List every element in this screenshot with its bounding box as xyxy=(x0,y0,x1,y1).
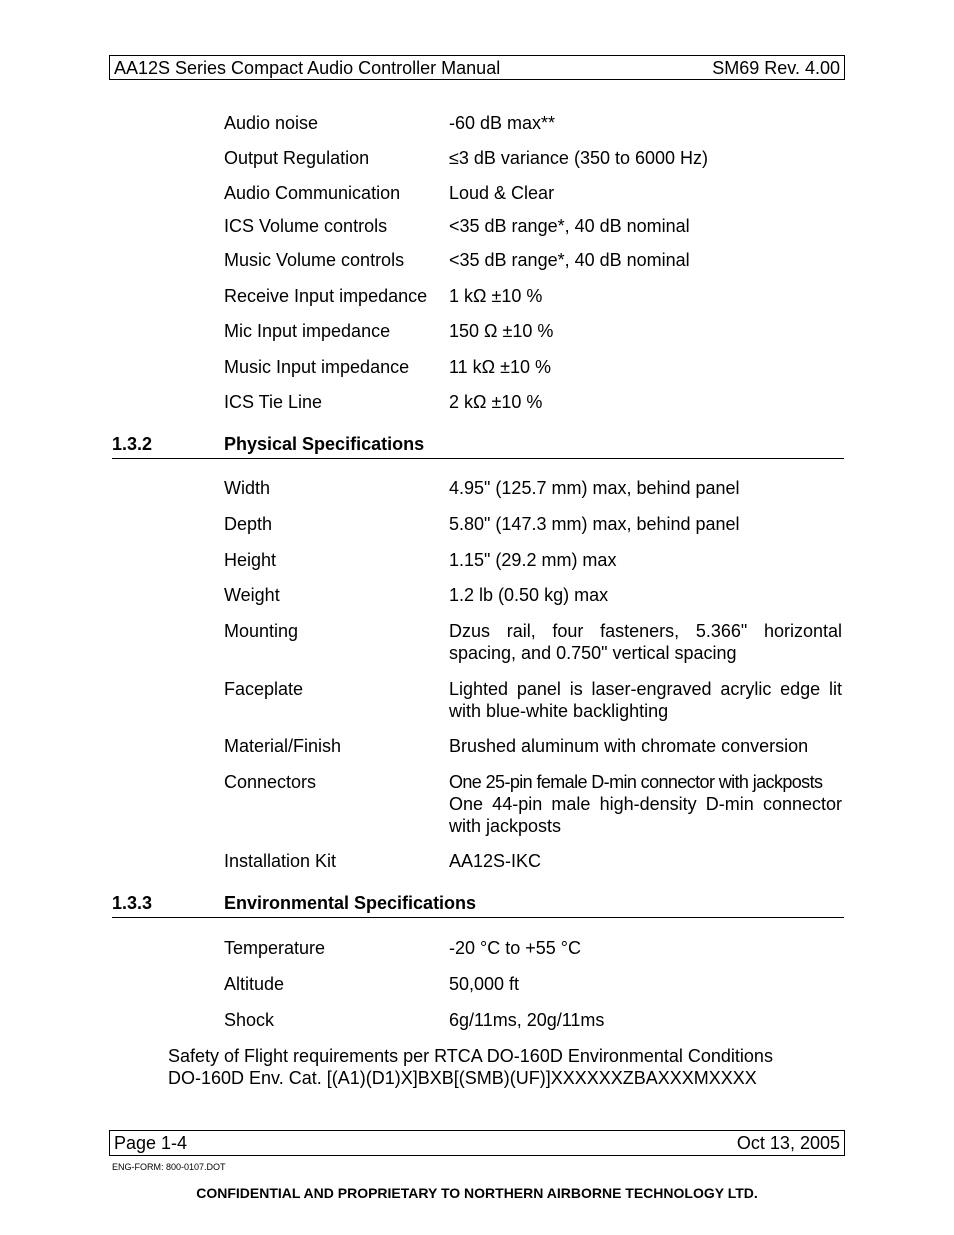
safety-note: Safety of Flight requirements per RTCA DO-160D Environmental Conditions xyxy=(168,1046,773,1066)
spec-value: Lighted panel is laser-engraved acrylic edge lit with blue-white backlighting xyxy=(449,679,842,721)
spec-value: 4.95" (125.7 mm) max, behind panel xyxy=(449,478,740,498)
spec-label: ICS Tie Line xyxy=(224,392,323,412)
spec-label: Faceplate xyxy=(224,679,304,699)
spec-label: Music Input impedance xyxy=(224,357,410,377)
spec-value: 1.2 lb (0.50 kg) max xyxy=(449,585,609,605)
page-footer xyxy=(109,1130,845,1156)
section-title: Physical Specifications xyxy=(224,434,425,454)
spec-value: AA12S-IKC xyxy=(449,851,542,871)
spec-label: Weight xyxy=(224,585,280,605)
spec-value: 150 Ω ±10 % xyxy=(449,321,554,341)
spec-label: Temperature xyxy=(224,938,326,958)
spec-label: Connectors xyxy=(224,772,317,792)
spec-value: 6g/11ms, 20g/11ms xyxy=(449,1010,605,1030)
section-number: 1.3.3 xyxy=(112,893,153,913)
section-heading-physical xyxy=(112,434,844,459)
spec-label: Audio Communication xyxy=(224,183,401,203)
spec-value: 2 kΩ ±10 % xyxy=(449,392,543,412)
section-heading-environmental xyxy=(112,893,844,918)
connector-line: with jackposts xyxy=(449,816,562,836)
spec-label: Output Regulation xyxy=(224,148,370,168)
spec-label: Receive Input impedance xyxy=(224,286,428,306)
confidential-notice: CONFIDENTIAL AND PROPRIETARY TO NORTHERN AIRBORNE TECHNOLOGY LTD. xyxy=(196,1185,758,1201)
spec-value: <35 dB range*, 40 dB nominal xyxy=(449,250,690,270)
section-title: Environmental Specifications xyxy=(224,893,477,913)
spec-label: ICS Volume controls xyxy=(224,216,388,236)
spec-label: Width xyxy=(224,478,271,498)
spec-label: Music Volume controls xyxy=(224,250,405,270)
spec-label: Material/Finish xyxy=(224,736,342,756)
spec-value: ≤3 dB variance (350 to 6000 Hz) xyxy=(449,148,709,168)
connector-line: One 25-pin female D-min connector with jackposts xyxy=(449,772,823,792)
page-header xyxy=(109,55,845,80)
spec-value: 1 kΩ ±10 % xyxy=(449,286,543,306)
connector-line: One 44-pin male high-density D-min connector xyxy=(449,794,842,814)
spec-label: Mounting xyxy=(224,621,299,641)
spec-label: Installation Kit xyxy=(224,851,337,871)
spec-label: Depth xyxy=(224,514,273,534)
spec-value xyxy=(449,771,842,837)
manual-title: AA12S Series Compact Audio Controller Manual xyxy=(114,58,501,78)
page-number: Page 1-4 xyxy=(114,1133,188,1153)
spec-value: -20 °C to +55 °C xyxy=(449,938,581,958)
spec-value: Dzus rail, four fasteners, 5.366" horizontal spacing, and 0.750" vertical spacing xyxy=(449,621,842,663)
spec-value: Loud & Clear xyxy=(449,183,555,203)
section-number: 1.3.2 xyxy=(112,434,153,454)
form-number: ENG-FORM: 800-0107.DOT xyxy=(112,1162,226,1172)
spec-value: 1.15" (29.2 mm) max xyxy=(449,550,617,570)
spec-value: 11 kΩ ±10 % xyxy=(449,357,552,377)
spec-value: 5.80" (147.3 mm) max, behind panel xyxy=(449,514,740,534)
spec-label: Height xyxy=(224,550,277,570)
document-date: Oct 13, 2005 xyxy=(736,1133,840,1153)
env-category-note: DO-160D Env. Cat. [(A1)(D1)X]BXB[(SMB)(UF)]XXXXXXZBAXXXMXXXX xyxy=(168,1068,757,1088)
spec-label: Altitude xyxy=(224,974,285,994)
revision-number: SM69 Rev. 4.00 xyxy=(712,58,840,78)
spec-label: Shock xyxy=(224,1010,275,1030)
spec-value: <35 dB range*, 40 dB nominal xyxy=(449,216,690,236)
spec-label: Audio noise xyxy=(224,113,319,133)
spec-value: -60 dB max** xyxy=(449,113,556,133)
spec-label: Mic Input impedance xyxy=(224,321,391,341)
spec-value: 50,000 ft xyxy=(449,974,520,994)
spec-value: Brushed aluminum with chromate conversion xyxy=(449,736,809,756)
